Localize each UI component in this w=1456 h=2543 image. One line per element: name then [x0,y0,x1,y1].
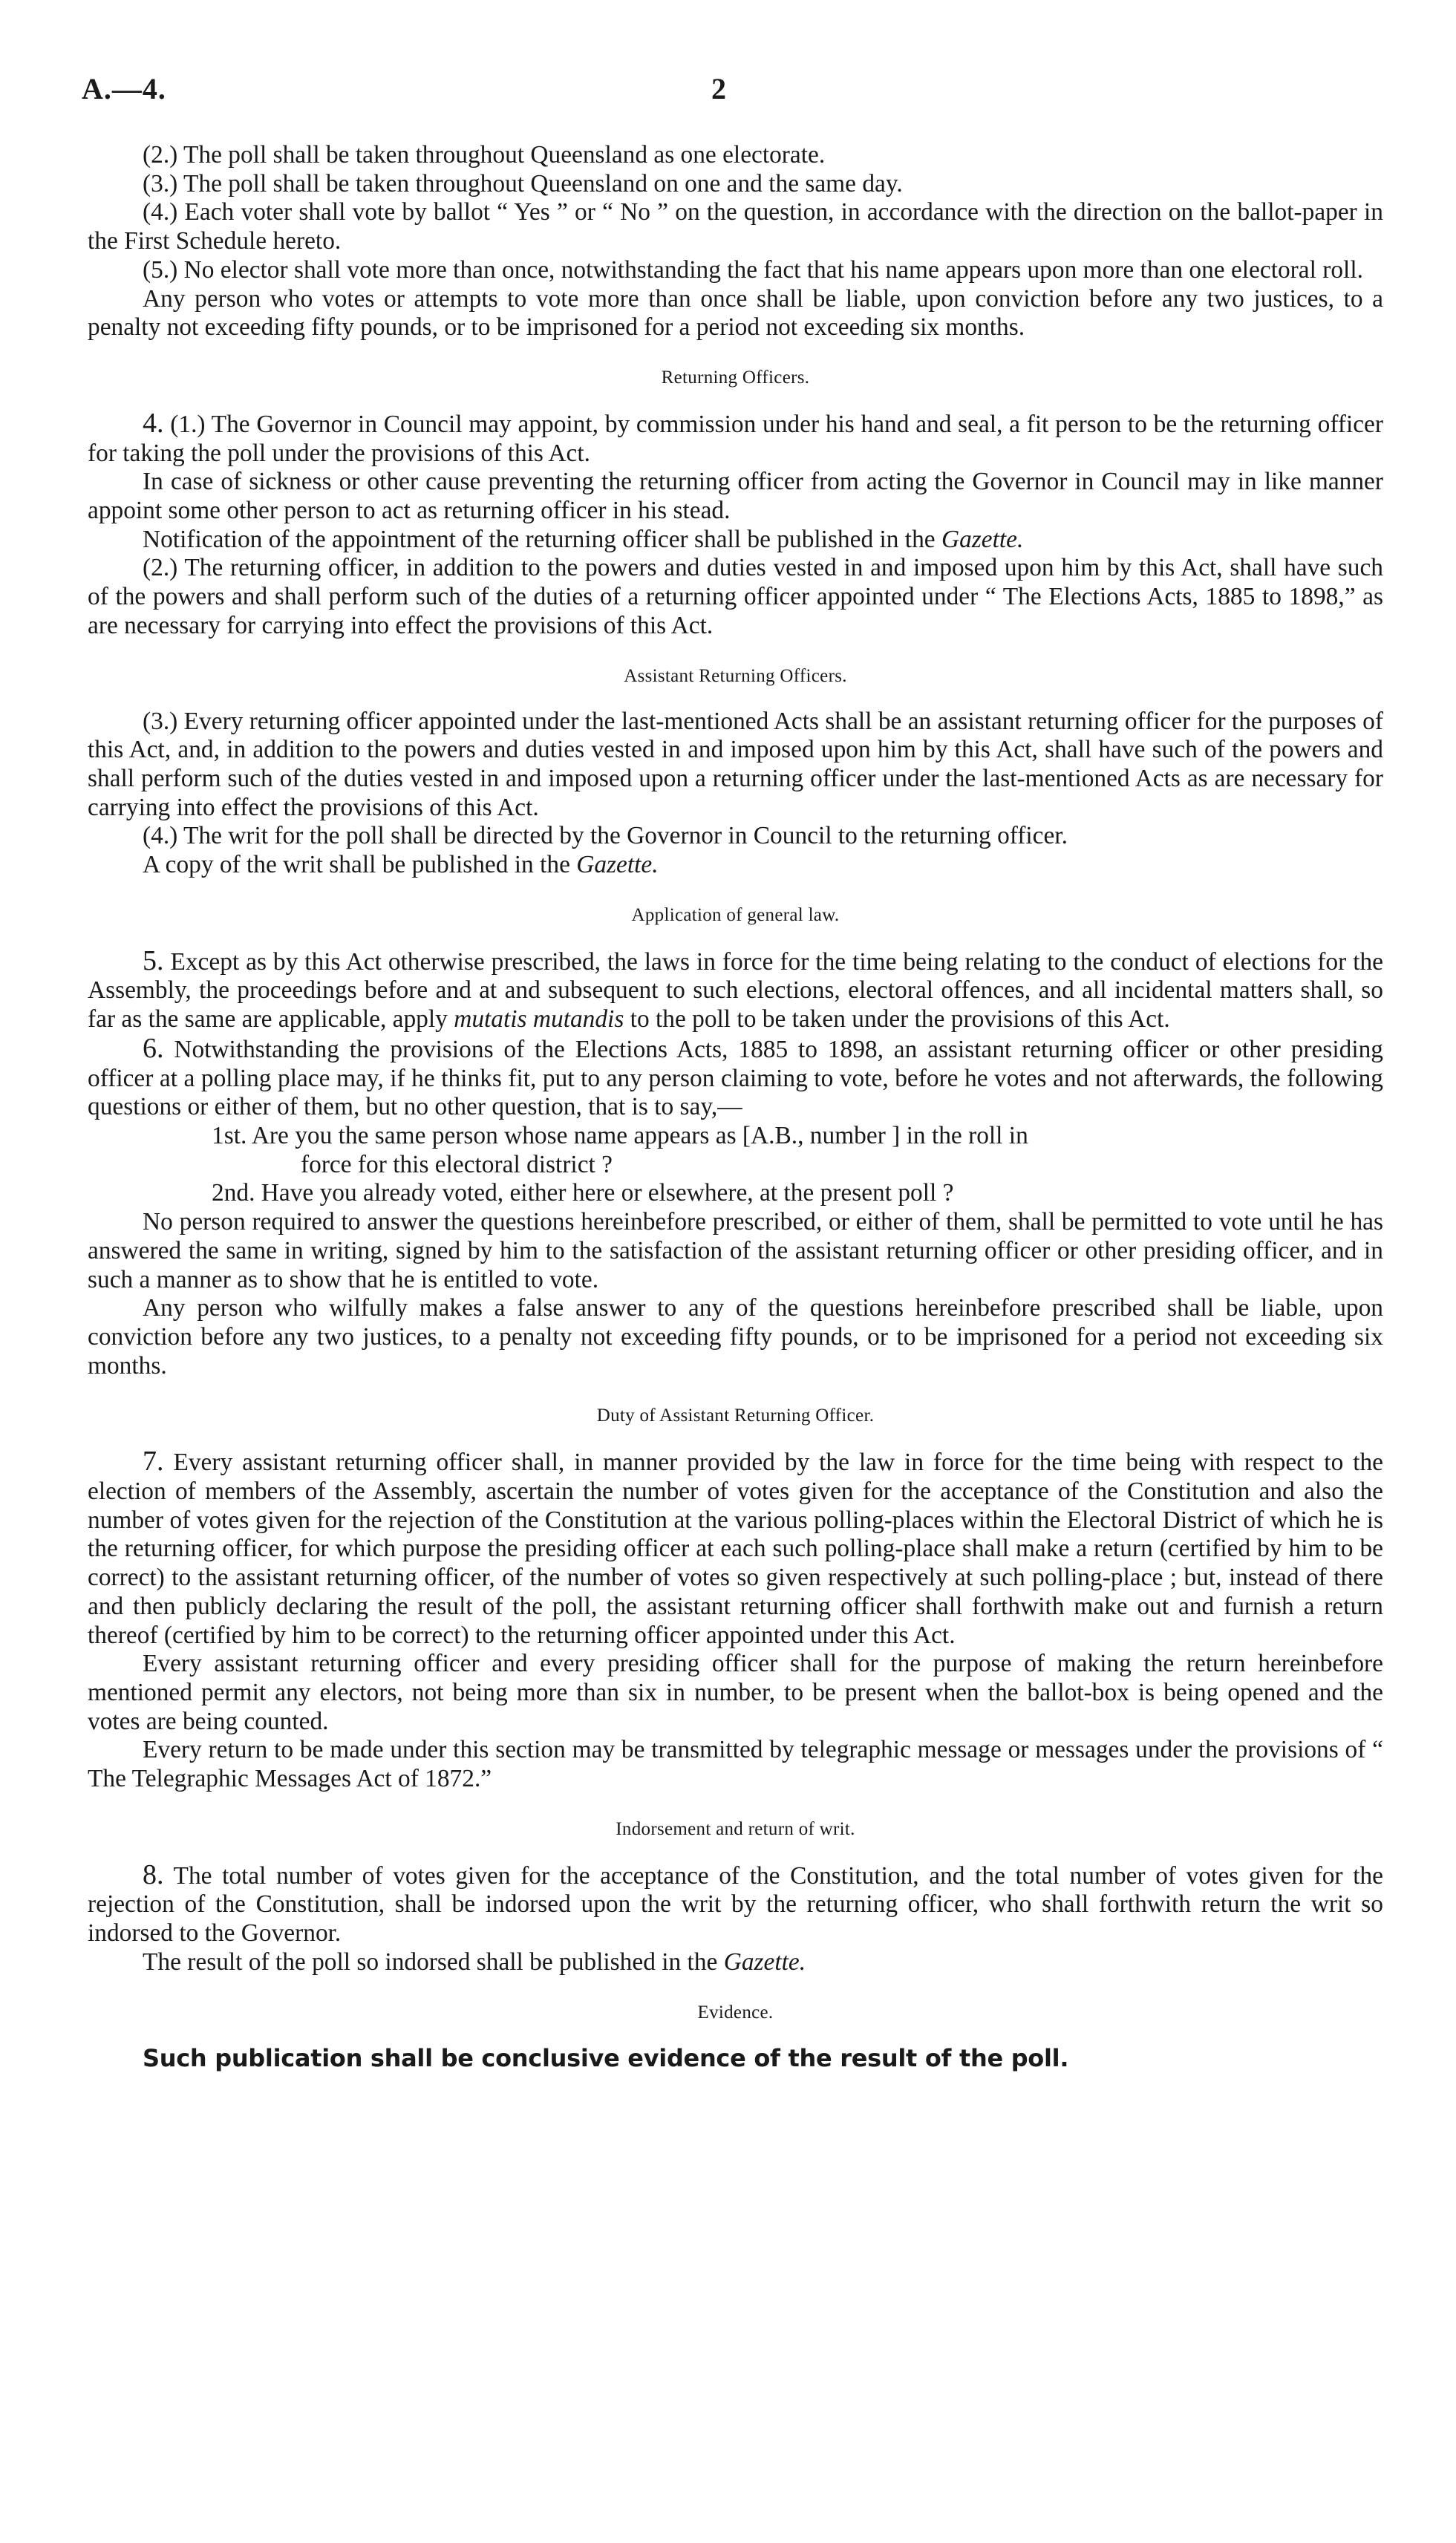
paragraph: The result of the poll so indorsed shall be published in the Gazette. [143,1948,806,1976]
section-heading-evidence: Evidence. [697,2002,774,2023]
paragraph: Any person who votes or attempts to vote more than once shall be liable, upon conviction before any two justices, to a penalty not exceeding fifty pounds, or to be imprisoned for a period not exceeding six months. [88,284,1383,342]
paragraph: (5.) No elector shall vote more than once, notwithstanding the fact that his name appears upon more than one electoral roll. [143,255,1363,284]
question-2: 2nd. Have you already voted, either here or elsewhere, at the present poll ? [212,1179,954,1207]
gazette-italic: Gazette. [723,1948,806,1976]
section-heading-general-law: Application of general law. [631,904,840,925]
paragraph: (2.) The returning officer, in addition to the powers and duties vested in and imposed upon him by this Act, shall have such of the powers and shall perform such of the duties of a returning officer appointed under “ The Elections Acts, 1885 to 1898,” as are necessary for carrying into effect the provisions of this Act. [88,554,1383,639]
latin-phrase: mutatis mutandis [454,1005,624,1034]
section-heading-indorsement: Indorsement and return of writ. [616,1818,855,1839]
paragraph: Notification of the appointment of the returning officer shall be published in the Gazette. [143,525,1024,553]
section-text: (1.) The Governor in Council may appoint, by commission under his hand and seal, a fit person to be the returning officer for taking the poll under the provisions of this Act. [88,410,1383,467]
page-number: 2 [711,72,726,105]
section-text: Every assistant returning officer shall, in manner provided by the law in force for the time being with respect to the election of members of the Assembly, ascertain the number of votes given for the acceptance of the Constitution and also the number of votes given for the rejection of the Constitution at the various polling-places within the Electoral District of which he is the returning officer, for which purpose the presiding officer at each such polling-place shall make a return (certified by him to be correct) to the assistant returning officer, of the number of votes so given respectively at such polling-place ; but, instead of there and then publicly declaring the result of the poll, the assistant returning officer shall forthwith make out and furnish a return thereof (certified by him to be correct) to the returning officer appointed under this Act. [88,1449,1383,1649]
paragraph: (2.) The poll shall be taken throughout Queensland as one electorate. [143,141,826,169]
section-7 [88,1447,1383,1650]
section-heading-assistant-returning-officers: Assistant Returning Officers. [624,665,847,686]
document-body [88,141,1383,2072]
section-number: 8. [143,1858,164,1890]
section-5: 5. Except as by this Act otherwise prescribed, the laws in force for the time being relating to the conduct of elections for the Assembly, the proceedings before and at and subsequent to such elections, electoral offences, and all incidental matters shall, so far as the same are applicable, apply mutatis mutandis to the poll to be taken under the provisions of this Act. [88,944,1383,1034]
paragraph: Every assistant returning officer and every presiding officer shall for the purpose of making the return hereinbefore mentioned permit any electors, not being more than six in number, to be present when the ballot-box is being opened and the votes are being counted. [88,1650,1383,1735]
gazette-italic: Gazette. [576,851,659,879]
section-8 [88,1858,1383,1948]
paragraph: Any person who wilfully makes a false answer to any of the questions hereinbefore prescribed shall be liable, upon conviction before any two justices, to a penalty not exceeding fifty pounds, or to be imprisoned for a period not exceeding six months. [88,1294,1383,1380]
paragraph: In case of sickness or other cause preventing the returning officer from acting the Governor in Council may in like manner appoint some other person to act as returning officer in his stead. [88,468,1383,525]
paragraph: A copy of the writ shall be published in the Gazette. [143,851,659,879]
section-text: The total number of votes given for the acceptance of the Constitution, and the total number of votes given for the rejection of the Constitution, shall be indorsed upon the writ by the returning officer, who shall forthwith return the writ so indorsed to the Governor. [88,1861,1383,1948]
section-number: 4. [143,407,164,439]
paragraph: (4.) The writ for the poll shall be directed by the Governor in Council to the returning officer. [143,822,1068,850]
section-heading-returning-officers: Returning Officers. [661,367,810,388]
final-statement: Such publication shall be conclusive evidence of the result of the poll. [143,2043,1069,2072]
section-4 [88,409,1383,468]
paragraph: No person required to answer the questions hereinbefore prescribed, or either of them, shall be permitted to vote until he has answered the same in writing, signed by him to the satisfaction of the assistant returning officer or other presiding officer, and in such a manner as to show that he is entitled to vote. [88,1208,1383,1293]
paragraph: (3.) Every returning officer appointed under the last-mentioned Acts shall be an assistant returning officer for the purposes of this Act, and, in addition to the powers and duties vested in and imposed upon him by this Act, shall have such of the powers and shall perform such of the duties vested in and imposed upon a returning officer under the last-mentioned Acts as are necessary for carrying into effect the provisions of this Act. [88,707,1383,821]
section-text: Notwithstanding the provisions of the Elections Acts, 1885 to 1898, an assistant returning officer or other presiding officer at a polling place may, if he thinks fit, put to any person claiming to vote, before he votes and not afterwards, the following questions or either of them, but no other question, that is to say,— [88,1035,1383,1121]
paragraph: (4.) Each voter shall vote by ballot “ Yes ” or “ No ” on the question, in accordance with the direction on the ballot-paper in the First Schedule hereto. [88,198,1383,255]
section-number: 7. [143,1446,164,1478]
page-reference: A.—4. [82,72,166,105]
section-6 [88,1034,1383,1122]
question-1: 1st. Are you the same person whose name appears as [A.B., number ] in the roll in force for this electoral district ? [212,1121,1028,1178]
paragraph: (3.) The poll shall be taken throughout Queensland on one and the same day. [143,169,903,198]
section-heading-duty: Duty of Assistant Returning Officer. [596,1406,875,1426]
section-number: 6. [143,1032,164,1064]
paragraph: Every return to be made under this section may be transmitted by telegraphic message or messages under the provisions of “ The Telegraphic Messages Act of 1872.” [88,1736,1383,1793]
section-number: 5. [143,944,164,976]
gazette-italic: Gazette. [941,525,1024,553]
